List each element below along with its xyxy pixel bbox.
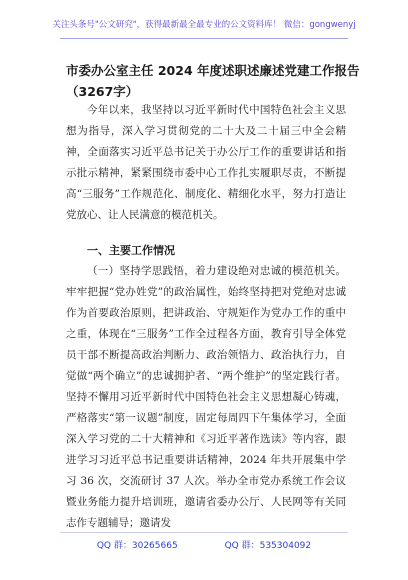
footer-contacts xyxy=(0,538,408,551)
qq-group-1: QQ 群：30265665 xyxy=(96,541,178,551)
header-banner: 关注头条号"公文研究"，获得最新最全最专业的公文资料库！ 微信：gongwenyj xyxy=(52,20,356,30)
section-paragraph: （一）坚持学思践悟，着力建设绝对忠诚的模范机关。牢牢把握“党办姓党”的政治属性，始终坚持把对党绝对忠诚作为首要政治原则，把讲政治、守规矩作为党办工作的重中之重，体现在“三服务”工作全过程各方面，教育引导全体党员干部不断提高政治判断力、政治领悟力、政治执行力，自觉做“两个确立”的忠诚拥护者、“两个维护”的坚定践行者。坚持不懈用习近平新时代中国特色社会主义思想凝心铸魂，严格落实“第一议题”制度，固定每周四下午集体学习，全面深入学习党的二十大精神和《习近平著作选读》等内容，跟进学习习近平总书记重要讲话精神，2024 年共开展集中学习 36 次，交流研讨 37 人次。举办全市党办系统工作会议暨业务能力提升培训班，邀请省委办公厅、人民网等有关同志作专题辅导；邀请发 xyxy=(66,265,346,529)
header-divider xyxy=(60,38,348,39)
footer-divider xyxy=(60,532,348,533)
intro-paragraph: 今年以来，我坚持以习近平新时代中国特色社会主义思想为指导，深入学习贯彻党的二十大及二十届三中全会精神，全面落实习近平总书记关于办公厅工作的重要讲话和指示批示精神，紧紧围绕市委中心工作扎实履职尽责，不断提高“三服务”工作规范化、制度化、精细化水平，努力打造让党放心、让人民满意的模范机关。 xyxy=(66,104,346,221)
section-heading: 一、主要工作情况 xyxy=(87,244,175,257)
document-title: 市委办公室主任 2024 年度述职述廉述党建工作报告（3267字） xyxy=(66,63,360,99)
qq-group-2: QQ 群：535304092 xyxy=(224,541,312,551)
